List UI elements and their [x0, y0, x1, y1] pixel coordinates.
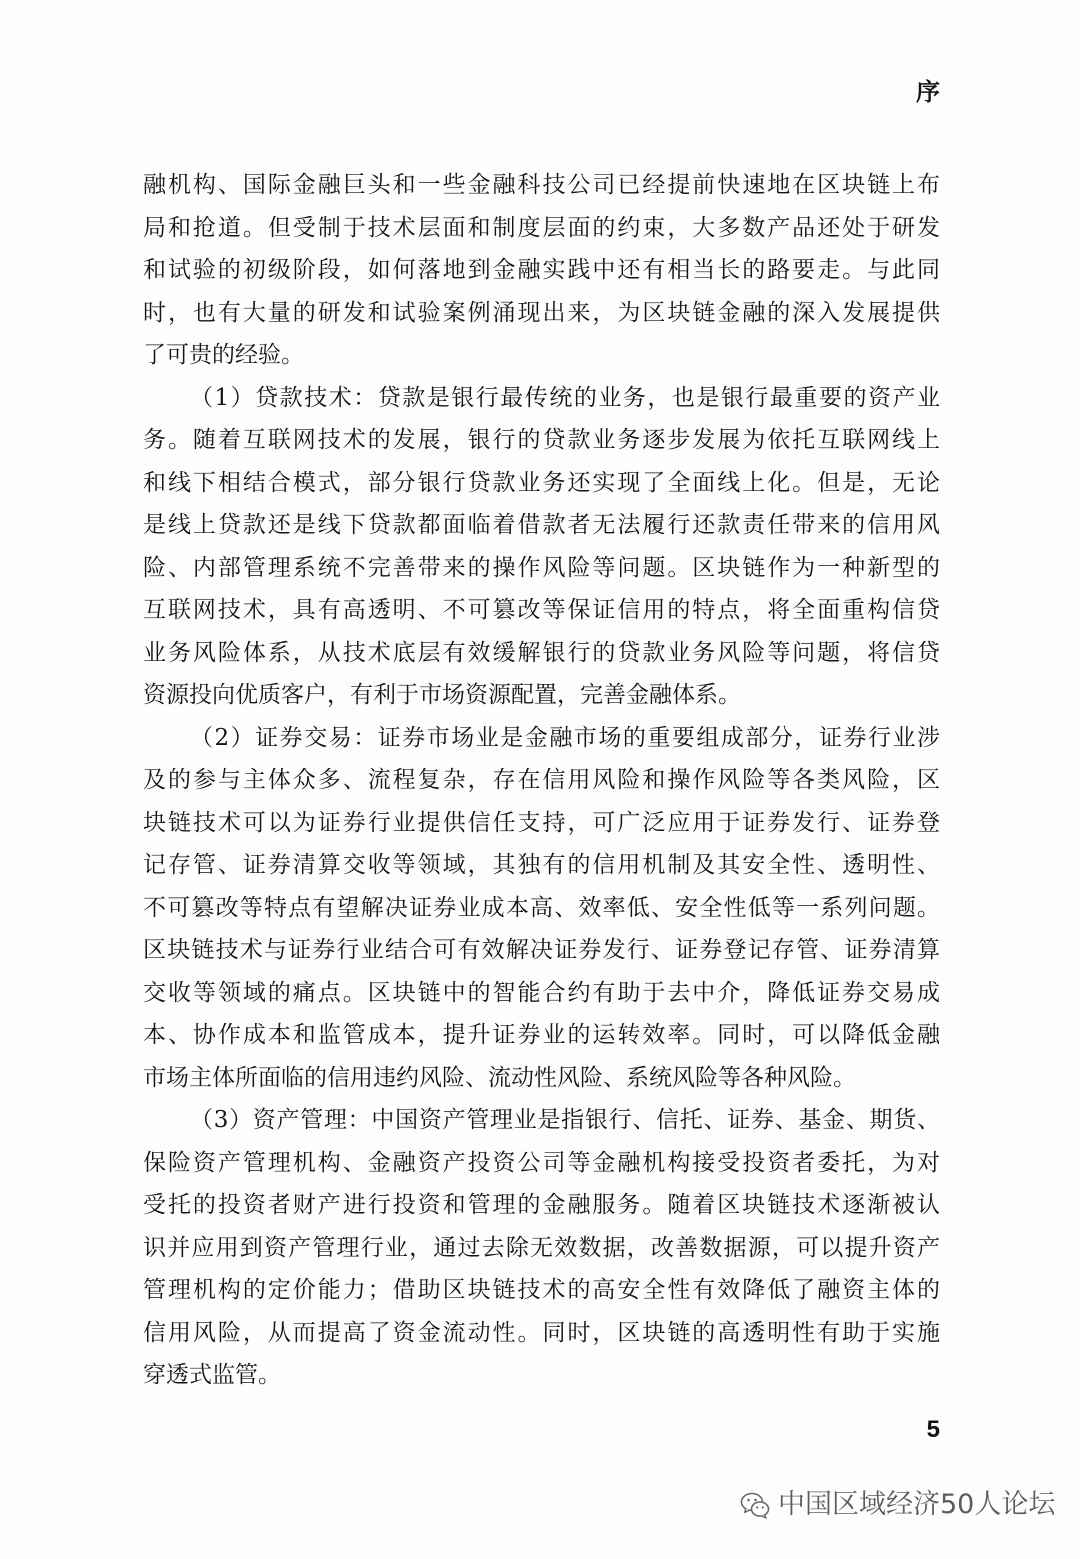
text-line: 业务风险体系，从技术底层有效缓解银行的贷款业务风险等问题，将信贷: [143, 639, 940, 666]
text-line: 互联网技术，具有高透明、不可篡改等保证信用的特点，将全面重构信贷: [143, 597, 940, 623]
text-line: （3）资产管理：中国资产管理业是指银行、信托、证券、基金、期货、: [190, 1107, 940, 1133]
text-line: 是线上贷款还是线下贷款都面临着借款者无法履行还款责任带来的信用风: [143, 512, 940, 538]
text-line: 资源投向优质客户，有利于市场资源配置，完善金融体系。: [143, 682, 741, 708]
text-line: 块链技术可以为证券行业提供信任支持，可广泛应用于证券发行、证券登: [143, 809, 940, 836]
text-line: 识并应用到资产管理行业，通过去除无效数据，改善数据源，可以提升资产: [143, 1234, 940, 1261]
text-line: 融机构、国际金融巨头和一些金融科技公司已经提前快速地在区块链上布: [143, 172, 940, 198]
paragraph-securities-trading: [143, 717, 940, 1100]
text-line: 受托的投资者财产进行投资和管理的金融服务。随着区块链技术逐渐被认: [143, 1192, 940, 1218]
paragraph-loan-technology: [143, 377, 940, 717]
text-line: 市场主体所面临的信用违约风险、流动性风险、系统风险等各种风险。: [143, 1064, 856, 1091]
text-line: 和试验的初级阶段，如何落地到金融实践中还有相当长的路要走。与此同: [143, 257, 940, 283]
paragraph-asset-management: [143, 1099, 940, 1397]
wechat-icon: [740, 1491, 770, 1519]
text-line: 及的参与主体众多、流程复杂，存在信用风险和操作风险等各类风险，区: [143, 767, 940, 793]
text-line: 不可篡改等特点有望解决证券业成本高、效率低、安全性低等一系列问题。: [143, 894, 940, 921]
text-line: 记存管、证券清算交收等领域，其独有的信用机制及其安全性、透明性、: [143, 852, 940, 878]
text-line: 管理机构的定价能力；借助区块链技术的高安全性有效降低了融资主体的: [143, 1277, 940, 1303]
text-line: 了可贵的经验。: [143, 342, 304, 368]
text-line: 保险资产管理机构、金融资产投资公司等金融机构接受投资者委托，为对: [143, 1149, 940, 1176]
text-line: 交收等领域的痛点。区块链中的智能合约有助于去中介，降低证券交易成: [143, 979, 940, 1006]
text-line: 务。随着互联网技术的发展，银行的贷款业务逐步发展为依托互联网线上: [143, 427, 940, 453]
text-line: （1）贷款技术：贷款是银行最传统的业务，也是银行最重要的资产业: [190, 384, 940, 411]
text-line: 信用风险，从而提高了资金流动性。同时，区块链的高透明性有助于实施: [143, 1319, 940, 1346]
running-head-title: 序: [916, 77, 940, 106]
text-line: 局和抢道。但受制于技术层面和制度层面的约束，大多数产品还处于研发: [143, 214, 940, 241]
text-line: 穿透式监管。: [143, 1362, 281, 1388]
paragraph-continued: [143, 164, 940, 377]
text-line: 区块链技术与证券行业结合可有效解决证券发行、证券登记存管、证券清算: [143, 937, 940, 963]
body-text: [143, 164, 940, 1397]
watermark: [740, 1486, 1055, 1524]
text-line: 时，也有大量的研发和试验案例涌现出来，为区块链金融的深入发展提供: [143, 299, 940, 326]
page-number: 5: [926, 1416, 940, 1443]
text-line: 险、内部管理系统不完善带来的操作风险等问题。区块链作为一种新型的: [143, 554, 940, 581]
text-line: 和线下相结合模式，部分银行贷款业务还实现了全面线上化。但是，无论: [143, 469, 940, 496]
text-line: 本、协作成本和监管成本，提升证券业的运转效率。同时，可以降低金融: [143, 1022, 940, 1048]
watermark-text: 中国区域经济50人论坛: [778, 1489, 1056, 1520]
text-line: （2）证券交易：证券市场业是金融市场的重要组成部分，证券行业涉: [190, 724, 940, 751]
